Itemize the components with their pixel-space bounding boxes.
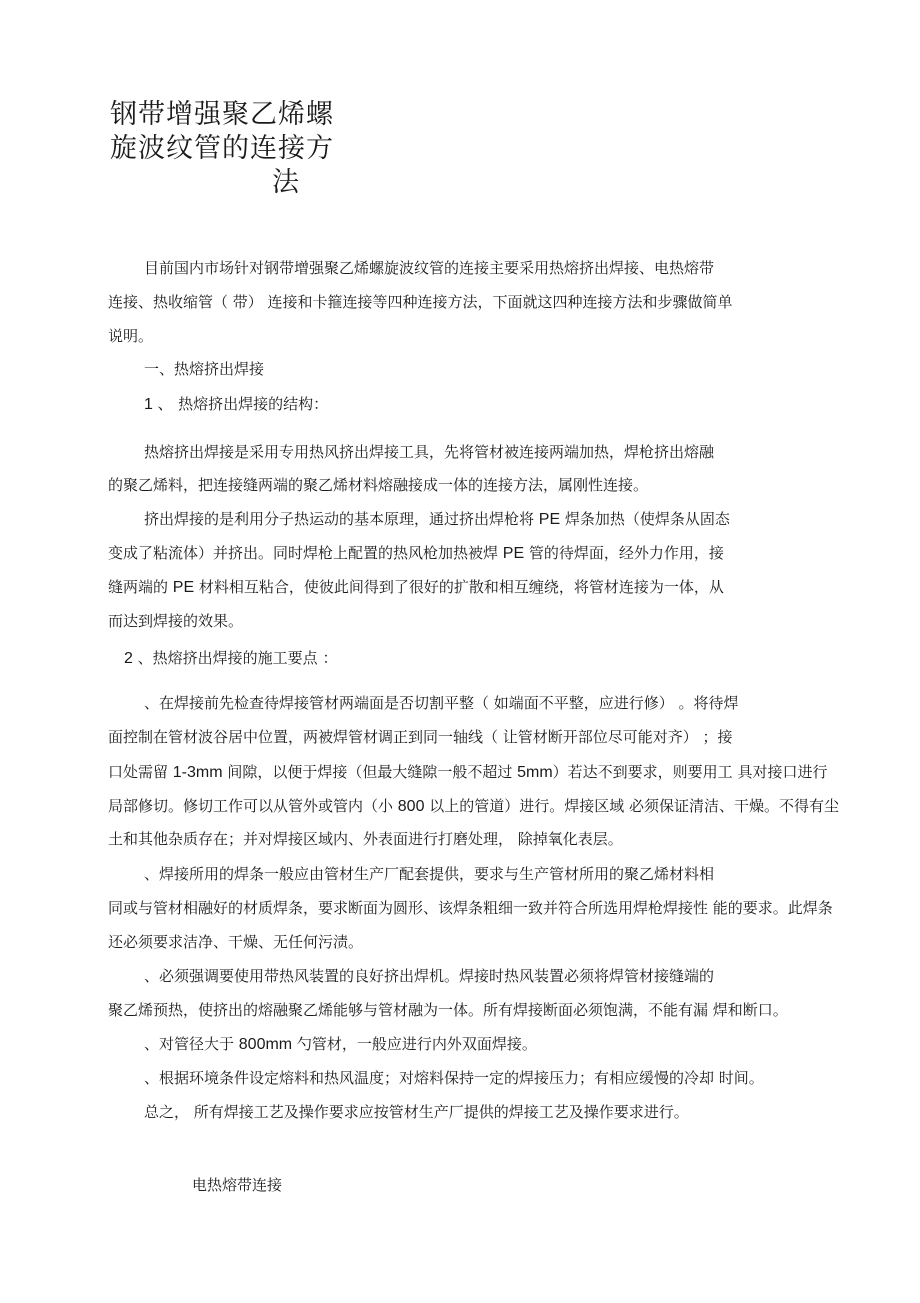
item1-line-1: 、在焊接前先检查待焊接管材两端面是否切割平整（ 如端面不平整，应进行修） 。将待焊 — [144, 694, 739, 712]
para1-line-1: 热熔挤出焊接是采用专用热风挤出焊接工具，先将管材被连接两端加热，焊枪挤出熔融 — [144, 443, 715, 461]
item1-l3-max-gap: 5mm — [517, 764, 553, 781]
subheading-2 — [124, 648, 337, 669]
para2-l2-text-a: 变成了粘流体）并挤出。同时焊枪上配置的热风枪加热被焊 — [108, 544, 503, 562]
para2-l1-text-a: 挤出焊接的是利用分子热运动的基本原理，通过挤出焊枪将 — [144, 510, 539, 528]
para2-l3-text-c: 材料相互粘合，使彼此间得到了很好的扩散和相互缠绕，将管材连接为一体，从 — [194, 578, 724, 596]
para2-line-1 — [144, 509, 730, 530]
subheading-1 — [144, 394, 328, 415]
item3-line-1: 、必须强调要使用带热风装置的良好挤出焊机。焊接时热风装置必须将焊管材接缝端的 — [144, 967, 715, 985]
title-line-1: 钢带增强聚乙烯螺 — [110, 99, 334, 130]
subheading-1-number: 1 、 — [144, 396, 174, 413]
item4-diameter: 800mm — [238, 1036, 293, 1053]
item1-l3-text-a: 口处需留 — [108, 763, 173, 781]
item2-line-2: 同或与管材相融好的材质焊条，要求断面为圆形、该焊条粗细一致并符合所选用焊枪焊接性 能的要求。此焊条 — [108, 899, 833, 917]
item5-line: 、根据环境条件设定熔料和热风温度；对熔料保持一定的焊接压力；有相应缓慢的冷却 时间。 — [144, 1069, 764, 1087]
subheading-1-text: 热熔挤出焊接的结构： — [173, 395, 329, 413]
item4-line — [144, 1034, 537, 1055]
para2-line-3 — [108, 577, 724, 598]
intro-line-3: 说明。 — [108, 327, 154, 345]
item1-line-3 — [108, 762, 827, 783]
para2-l1-text-c: 焊条加热（使焊条从固态 — [560, 510, 730, 528]
item2-line-1: 、焊接所用的焊条一般应由管材生产厂配套提供，要求与生产管材所用的聚乙烯材料相 — [144, 865, 715, 883]
para2-l2-pe: PE — [502, 545, 525, 562]
item1-l3-gap-value: 1-3mm — [172, 764, 223, 781]
item1-line-2: 面控制在管材波谷居中位置，两被焊管材调正到同一轴线（ 让管材断开部位尽可能对齐） ；接 — [108, 728, 733, 746]
item1-l4-text-a: 局部修切。修切工作可以从管外或管内（小 — [108, 797, 398, 815]
title-line-2: 旋波纹管的连接方 — [110, 133, 334, 164]
item1-l4-text-c: 以上的管道）进行。焊接区域 必须保证清洁、干燥。不得有尘 — [424, 797, 840, 815]
para2-line-4: 而达到焊接的效果。 — [108, 612, 244, 630]
item1-l4-diameter: 800 — [397, 798, 425, 815]
document-title — [110, 98, 334, 200]
item1-line-5: 土和其他杂质存在；并对焊接区域内、外表面进行打磨处理， 除掉氧化表层。 — [108, 830, 623, 848]
intro-line-2: 连接、热收缩管（ 带） 连接和卡箍连接等四种连接方法，下面就这四种连接方法和步骤做简单 — [108, 293, 733, 311]
item4-text-a: 、对管径大于 — [144, 1035, 239, 1053]
subheading-2-text: 、热熔挤出焊接的施工要点 ： — [132, 649, 338, 667]
item1-line-4 — [108, 796, 839, 817]
para2-l3-pe: PE — [172, 579, 195, 596]
para2-l2-text-c: 管的待焊面，经外力作用，接 — [524, 544, 724, 562]
item3-line-2: 聚乙烯预热，使挤出的熔融聚乙烯能够与管材融为一体。所有焊接断面必须饱满，不能有漏 焊和断口。 — [108, 1001, 788, 1019]
para2-line-2 — [108, 543, 724, 564]
subheading-2-number: 2 — [124, 650, 133, 667]
title-line-3: 法 — [272, 167, 300, 198]
item4-text-c: 勺管材，一般应进行内外双面焊接。 — [292, 1035, 537, 1053]
para2-l3-text-a: 缝两端的 — [108, 578, 173, 596]
intro-line-1: 目前国内市场针对钢带增强聚乙烯螺旋波纹管的连接主要采用热熔挤出焊接、电热熔带 — [144, 259, 715, 277]
item1-l3-text-c: 间隙，以便于焊接（但最大缝隙一般不超过 — [222, 763, 518, 781]
item1-l3-text-e: ）若达不到要求，则要用工 具对接口进行 — [552, 763, 828, 781]
section-heading-2: 电热熔带连接 — [192, 1176, 283, 1194]
section-heading-1: 一、热熔挤出焊接 — [144, 360, 265, 378]
para1-line-2: 的聚乙烯料，把连接缝两端的聚乙烯材料熔融接成一体的连接方法，属刚性连接。 — [108, 476, 649, 494]
item2-line-3: 还必须要求洁净、干燥、无任何污渍。 — [108, 933, 364, 951]
summary-line: 总之， 所有焊接工艺及操作要求应按管材生产厂提供的焊接工艺及操作要求进行。 — [144, 1103, 689, 1121]
para2-l1-pe: PE — [538, 511, 561, 528]
